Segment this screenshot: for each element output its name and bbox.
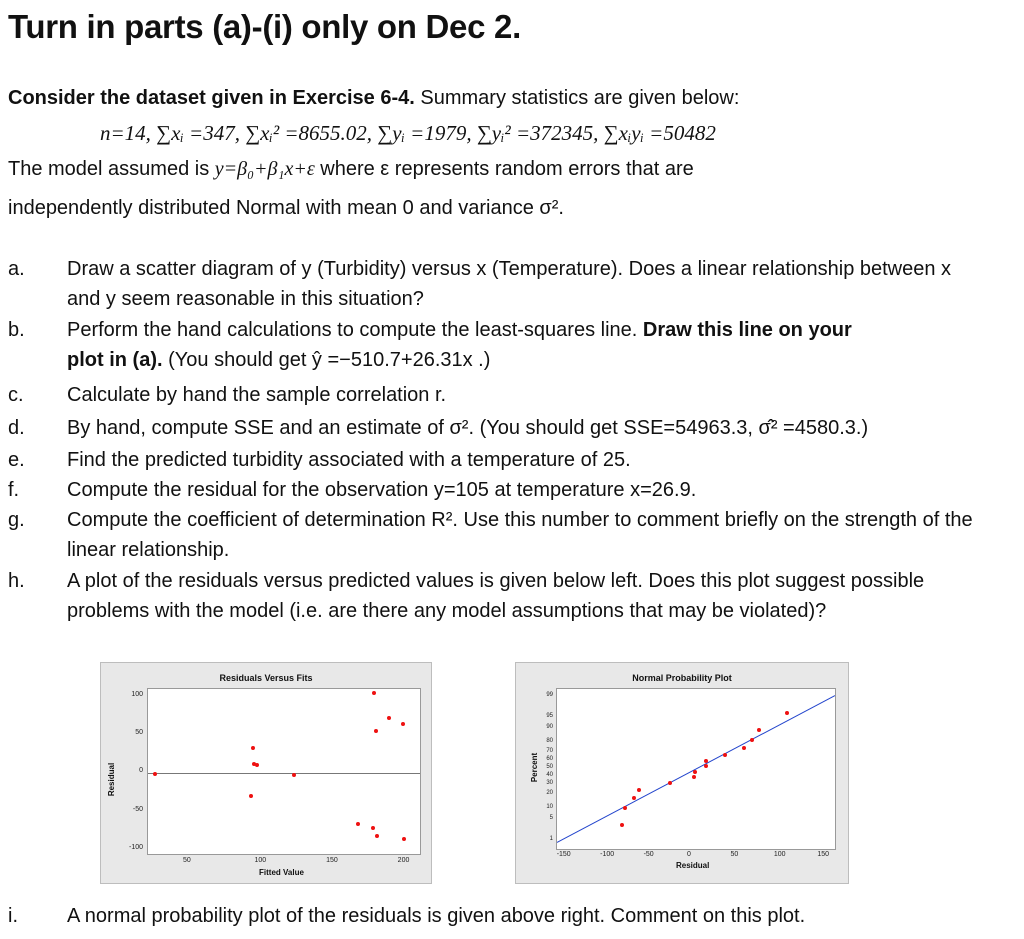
residual-point xyxy=(371,826,375,830)
chart-title: Residuals Versus Fits xyxy=(219,673,313,683)
x-axis-label: Fitted Value xyxy=(259,868,304,877)
item-letter-e: e. xyxy=(8,449,25,471)
item-a: Draw a scatter diagram of y (Turbidity) versus x (Temperature). Does a linear relationship between x and y seem reasonable in this situation? xyxy=(67,258,952,310)
summary-stats: n=14, ∑xᵢ =347, ∑xᵢ² =8655.02, ∑yᵢ =1979, ∑yᵢ² =372345, ∑xᵢyᵢ =50482 xyxy=(100,121,716,145)
model-line-1a: The model assumed is xyxy=(8,158,210,180)
item-letter-h: h. xyxy=(8,570,25,592)
residual-point xyxy=(374,729,378,733)
y-tick-label: 95 xyxy=(546,712,553,719)
item-d: By hand, compute SSE and an estimate of σ². (You should get SSE=54963.3, σ̂² =4580.3.) xyxy=(67,417,869,439)
y-tick-label: 80 xyxy=(546,737,553,744)
y-axis-label: Residual xyxy=(107,762,117,797)
fit-line xyxy=(557,689,835,849)
item-letter-c: c. xyxy=(8,384,24,406)
item-g: Compute the coefficient of determination R². Use this number to comment briefly on the strength of the linear relationship. xyxy=(67,509,973,561)
residual-point xyxy=(387,716,391,720)
intro-line xyxy=(8,87,739,110)
probability-point xyxy=(723,753,727,757)
item-letter-g: g. xyxy=(8,509,25,531)
residual-point xyxy=(153,772,157,776)
fit-line-segment xyxy=(557,696,835,843)
x-tick-label: 200 xyxy=(397,857,410,864)
y-tick-label: 50 xyxy=(135,729,143,737)
item-b-bold2: plot in (a). xyxy=(67,349,163,371)
page-title: Turn in parts (a)-(i) only on Dec 2. xyxy=(8,8,521,45)
y-tick-label: 30 xyxy=(546,780,553,787)
item-letter-d: d. xyxy=(8,417,25,439)
residual-point xyxy=(372,691,376,695)
item-b xyxy=(67,315,987,375)
y-tick-label: 20 xyxy=(546,790,553,797)
probability-point xyxy=(693,770,697,774)
y-axis-label: Percent xyxy=(530,752,540,783)
x-tick-label: 150 xyxy=(817,851,829,858)
probability-point xyxy=(704,764,708,768)
item-b-text1: Perform the hand calculations to compute the least-squares line. xyxy=(67,319,638,341)
y-tick-label: -100 xyxy=(128,844,143,852)
y-tick-label: 90 xyxy=(546,724,553,731)
item-f: Compute the residual for the observation y=105 at temperature x=26.9. xyxy=(67,479,697,501)
residuals-plot-area xyxy=(147,688,421,855)
y-tick-label: 60 xyxy=(546,756,553,763)
probability-plot-area xyxy=(556,688,836,850)
probability-point xyxy=(632,796,636,800)
item-c: Calculate by hand the sample correlation r. xyxy=(67,384,447,406)
item-b-text2: (You should get ŷ =−510.7+26.31x .) xyxy=(168,349,491,371)
probability-point xyxy=(620,823,624,827)
residual-point xyxy=(251,746,255,750)
y-tick-label: 50 xyxy=(546,764,553,770)
probability-point xyxy=(742,746,746,750)
probability-point xyxy=(637,788,641,792)
y-tick-label: 70 xyxy=(546,747,553,754)
x-tick-label: -50 xyxy=(643,851,654,858)
residual-point xyxy=(402,837,406,841)
x-tick-label: 100 xyxy=(773,851,786,858)
residual-point xyxy=(255,763,259,767)
item-h: A plot of the residuals versus predicted values is given below left. Does this plot suggest possible problems with the model (i.e. are there any model assumptions that may be violated)? xyxy=(67,570,925,622)
y-tick-label: 10 xyxy=(546,803,553,810)
intro-bold: Consider the dataset given in Exercise 6-4. xyxy=(8,87,415,109)
model-line-1 xyxy=(8,158,694,181)
residual-point xyxy=(356,822,360,826)
y-tick-label: 1 xyxy=(549,836,553,843)
zero-reference-line xyxy=(148,773,420,774)
residual-point xyxy=(292,773,296,777)
x-tick-label: 50 xyxy=(730,851,739,858)
y-tick-label: 0 xyxy=(139,767,143,775)
item-letter-i: i. xyxy=(8,905,18,927)
residual-point xyxy=(401,722,405,726)
residual-point xyxy=(249,794,253,798)
model-line-1b: where ε represents random errors that are xyxy=(320,158,694,180)
model-line-2: independently distributed Normal with mean 0 and variance σ². xyxy=(8,197,564,219)
item-letter-b: b. xyxy=(8,319,25,341)
x-tick-label: 50 xyxy=(182,857,191,864)
x-tick-label: 100 xyxy=(254,857,267,864)
item-i: A normal probability plot of the residuals is given above right. Comment on this plot. xyxy=(67,905,806,927)
item-letter-f: f. xyxy=(8,479,20,501)
item-e: Find the predicted turbidity associated with a temperature of 25. xyxy=(67,449,631,471)
normal-probability-chart xyxy=(515,662,849,884)
x-tick-label: -150 xyxy=(556,851,571,858)
y-tick-label: -50 xyxy=(132,805,143,813)
y-tick-label: 40 xyxy=(546,771,553,778)
x-tick-label: 0 xyxy=(687,851,691,858)
item-b-bold1: Draw this line on your xyxy=(642,319,852,341)
item-letter-a: a. xyxy=(8,258,25,280)
x-tick-label: -100 xyxy=(600,851,615,858)
model-equation: y=β₀+β₁x+ε xyxy=(214,158,315,180)
residual-point xyxy=(375,834,379,838)
y-tick-label: 5 xyxy=(549,815,553,822)
y-tick-label: 100 xyxy=(131,690,143,698)
intro-rest: Summary statistics are given below: xyxy=(420,87,740,109)
y-tick-label: 99 xyxy=(546,691,553,698)
x-axis-label: Residual xyxy=(676,861,710,870)
probability-point xyxy=(623,806,627,810)
residuals-vs-fits-chart xyxy=(100,662,432,884)
chart-title: Normal Probability Plot xyxy=(632,673,732,683)
x-tick-label: 150 xyxy=(326,857,338,864)
